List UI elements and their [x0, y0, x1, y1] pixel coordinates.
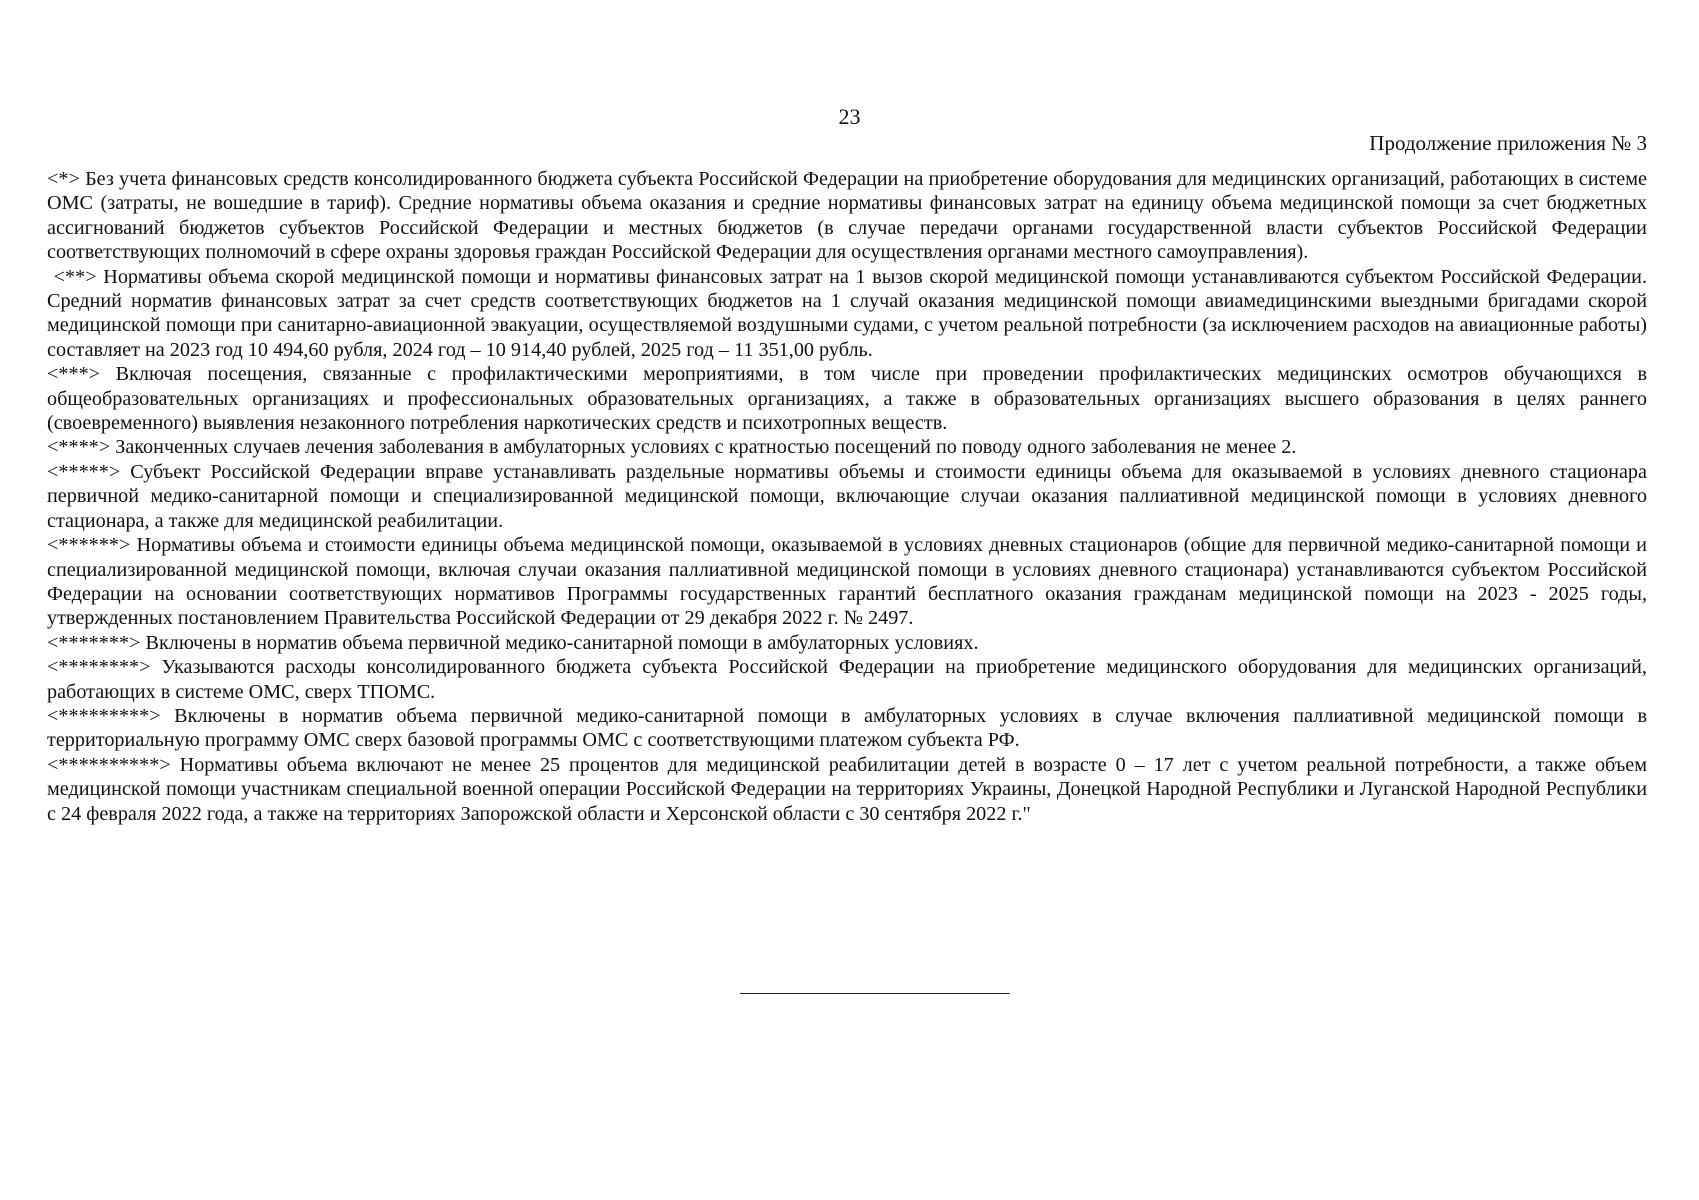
- footnote-6: [47, 533, 1647, 631]
- footnotes-block: [47, 167, 1647, 826]
- footnote-text: Нормативы объема скорой медицинской помощи и нормативы финансовых затрат на 1 вызов скорой медицинской помощи устанавливаются субъектом Российской Федерации. Средний норматив финансовых затрат за счет средств соответствующих бюджетов на 1 случай оказания медицинской помощи авиамедицинскими выездными бригадами скорой медицинской помощи при санитарно-авиационной эвакуации, осуществляемой воздушными судами, с учетом реальной потребности (за исключением расходов на авиационные работы) составляет на 2023 год 10 494,60 рубля, 2024 год – 10 914,40 рублей, 2025 год – 11 351,00 рубль.: [47, 265, 1647, 361]
- footnote-marker: <**>: [47, 265, 104, 288]
- footnote-2: [47, 265, 1647, 363]
- footnote-marker: <***>: [47, 363, 116, 386]
- footnote-marker: <*****>: [47, 460, 131, 483]
- footnote-marker: <********>: [47, 656, 162, 679]
- footnote-marker: <*********>: [47, 704, 175, 727]
- footnote-7: [47, 631, 1647, 655]
- footnote-text: Включая посещения, связанные с профилактическими мероприятиями, в том числе при проведении профилактических медицинских осмотров обучающихся в общеобразовательных организациях и профессиональных образовательных организациях, а также в образовательных организациях высшего образования в целях раннего (своевременного) выявления незаконного потребления наркотических средств и психотропных веществ.: [47, 363, 1647, 435]
- footnote-text: Нормативы объема и стоимости единицы объема медицинской помощи, оказываемой в условиях дневных стационаров (общие для первичной медико-санитарной помощи и специализированной медицинской помощи, включая случаи оказания паллиативной медицинской помощи в условиях дневного стационара) устанавливаются субъектом Российской Федерации на основании соответствующих нормативов Программы государственных гарантий бесплатного оказания гражданам медицинской помощи на 2023 - 2025 годы, утвержденных постановлением Правительства Российской Федерации от 29 декабря 2022 г. № 2497.: [47, 534, 1647, 630]
- footnote-text: Законченных случаев лечения заболевания в амбулаторных условиях с кратностью посещений по поводу одного заболевания не менее 2.: [115, 436, 1297, 459]
- appendix-continuation-label: Продолжение приложения № 3: [1369, 131, 1647, 155]
- footnote-1: [47, 167, 1647, 265]
- end-divider-line: [740, 993, 1010, 994]
- footnote-3: [47, 362, 1647, 435]
- footnote-marker: <******>: [47, 534, 137, 557]
- footnote-text: Субъект Российской Федерации вправе устанавливать раздельные нормативы объемы и стоимости единицы объема для оказываемой в условиях дневного стационара первичной медико-санитарной помощи и специализированной медицинской помощи, включающие случаи оказания паллиативной медицинской помощи в условиях дневного стационара, а также для медицинской реабилитации.: [47, 460, 1647, 532]
- footnote-text: Включены в норматив объема первичной медико-санитарной помощи в амбулаторных условиях.: [145, 631, 979, 654]
- footnote-5: [47, 460, 1647, 533]
- footnote-4: [47, 435, 1647, 459]
- footnote-marker: <****>: [47, 436, 116, 459]
- footnote-9: [47, 704, 1647, 753]
- footnote-10: [47, 753, 1647, 826]
- footnote-text: Указываются расходы консолидированного бюджета субъекта Российской Федерации на приобретение медицинского оборудования для медицинских организаций, работающих в системе ОМС, сверх ТПОМС.: [47, 656, 1647, 703]
- footnote-text: Включены в норматив объема первичной медико-санитарной помощи в амбулаторных условиях в случае включения паллиативной медицинской помощи в территориальную программу ОМС сверх базовой программы ОМС с соответствующими платежом субъекта РФ.: [47, 704, 1647, 752]
- footnote-marker: <**********>: [47, 753, 180, 776]
- footnote-marker: <*******>: [47, 631, 146, 654]
- footnote-8: [47, 655, 1647, 704]
- page-number: 23: [838, 104, 861, 129]
- footnote-marker: <*>: [47, 168, 86, 190]
- footnote-text: Нормативы объема включают не менее 25 процентов для медицинской реабилитации детей в возрасте 0 – 17 лет с учетом реальной потребности, а также объем медицинской помощи участникам специальной военной операции Российской Федерации на территориях Украины, Донецкой Народной Республики и Луганской Народной Республики с 24 февраля 2022 года, а также на территориях Запорожской области и Херсонской области с 30 сентября 2022 г.": [47, 753, 1647, 825]
- footnote-text: Без учета финансовых средств консолидированного бюджета субъекта Российской Федерации на приобретение оборудования для медицинских организаций, работающих в системе ОМС (затраты, не вошедшие в тариф). Средние нормативы объема оказания и средние нормативы финансовых затрат на единицу объема медицинской помощи за счет бюджетных ассигнований бюджетов субъектов Российской Федерации и местных бюджетов (в случае передачи органами государственной власти субъектов Российской Федерации соответствующих полномочий в сфере охраны здоровья граждан Российской Федерации для осуществления органами местного самоуправления).: [47, 168, 1647, 264]
